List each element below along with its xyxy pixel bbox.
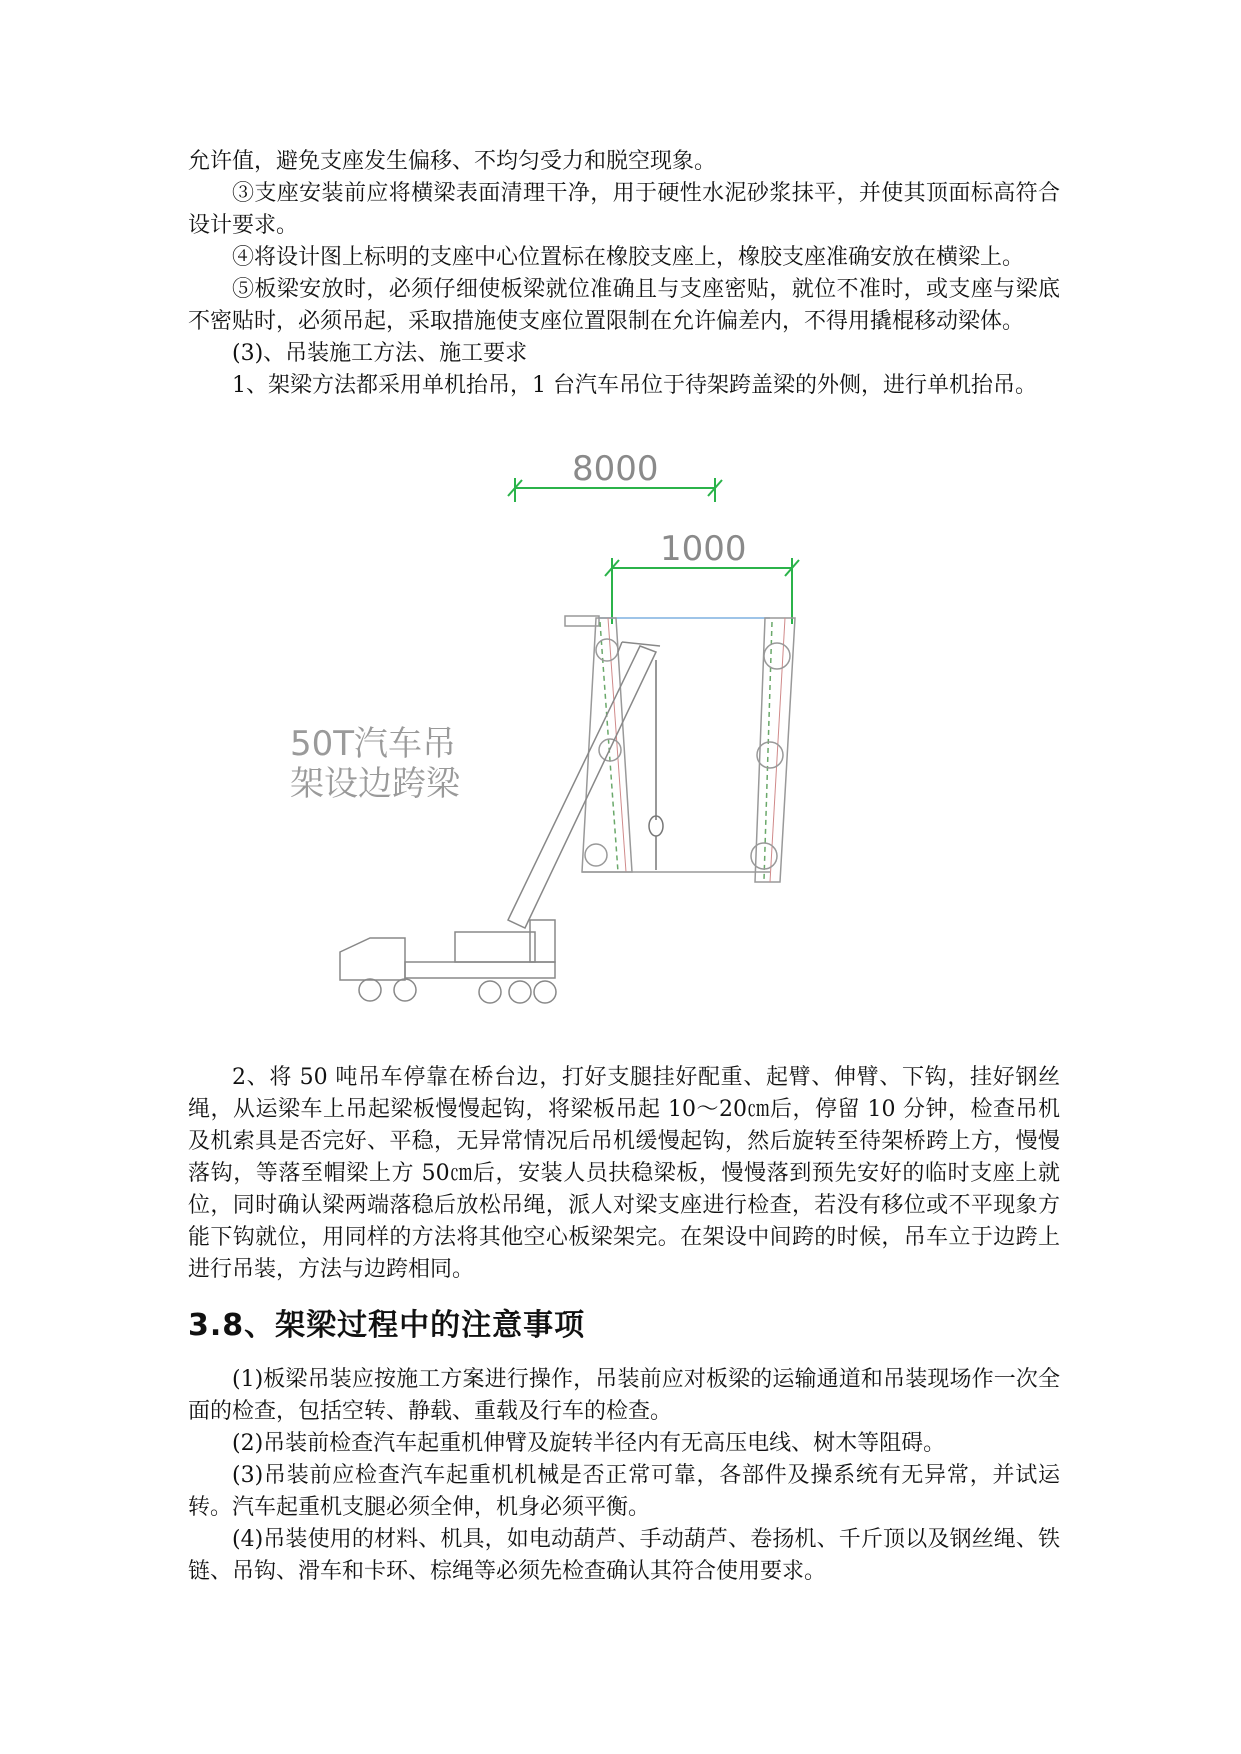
- paragraph-continuation: 允许值，避免支座发生偏移、不均匀受力和脱空现象。: [188, 149, 717, 174]
- crane-label-line2: 架设边跨梁: [290, 764, 460, 804]
- right-pier: [751, 618, 795, 882]
- hook-cable: [649, 660, 663, 870]
- crane-truck: [340, 920, 556, 1003]
- dimension-inner-label: 1000: [660, 529, 747, 569]
- left-pier: [582, 618, 770, 872]
- dimension-outer-label: 8000: [572, 449, 659, 489]
- precaution-item-4: (4)吊装使用的材料、机具，如电动葫芦、手动葫芦、卷扬机、千斤顶以及钢丝绳、铁链、吊钩、滑车和卡环、棕绳等必须先检查确认其符合使用要求。: [188, 1527, 1060, 1584]
- crane-boom: [508, 642, 660, 928]
- paragraph-item-4: ④将设计图上标明的支座中心位置标在橡胶支座上，橡胶支座准确安放在横梁上。: [232, 245, 1025, 270]
- paragraph-item-5: ⑤板梁安放时，必须仔细使板梁就位准确且与支座密贴，就位不准时，或支座与梁底不密贴时，必须吊起，采取措施使支座位置限制在允许偏差内，不得用撬棍移动梁体。: [188, 277, 1060, 334]
- precaution-item-2: (2)吊装前检查汽车起重机伸臂及旋转半径内有无高压电线、树木等阻碍。: [232, 1431, 946, 1456]
- diagram-svg: [290, 449, 920, 1030]
- paragraph-method-1: 1、架梁方法都采用单机抬吊，1 台汽车吊位于待架跨盖梁的外侧，进行单机抬吊。: [232, 373, 1037, 398]
- bottom-text-block: [188, 1364, 1060, 1588]
- crane-lifting-diagram: [290, 449, 920, 1030]
- crane-label-line1: 50T汽车吊: [290, 724, 457, 764]
- section-heading: 3.8、架梁过程中的注意事项: [188, 1308, 586, 1343]
- subsection-title: (3)、吊装施工方法、施工要求: [232, 341, 528, 366]
- mid-text-block: [188, 1062, 1060, 1286]
- paragraph-item-3: ③支座安装前应将横梁表面清理干净，用于硬性水泥砂浆抹平，并使其顶面标高符合设计要求。: [188, 181, 1060, 238]
- paragraph-method-2: 2、将 50 吨吊车停靠在桥台边，打好支腿挂好配重、起臂、伸臂、下钩，挂好钢丝绳，从运梁车上吊起梁板慢慢起钩，将梁板吊起 10～20㎝后，停留 10 分钟，检查吊机及机索具是否完好、平稳，无异常情况后吊机缓慢起钩，然后旋转至待架桥跨上方，慢慢落钩，等落至帽梁上方 50㎝后，安装人员扶稳梁板，慢慢落到预先安好的临时支座上就位，同时确认梁两端落稳后放松吊绳，派人对梁支座进行检查，若没有移位或不平现象方能下钩就位，用同样的方法将其他空心板梁架完。在架设中间跨的时候，吊车立于边跨上进行吊装，方法与边跨相同。: [188, 1065, 1060, 1282]
- precaution-item-3: (3)吊装前应检查汽车起重机机械是否正常可靠，各部件及操系统有无异常，并试运转。汽车起重机支腿必须全伸，机身必须平衡。: [188, 1463, 1060, 1520]
- top-text-block: [188, 146, 1060, 402]
- precaution-item-1: (1)板梁吊装应按施工方案进行操作，吊装前应对板梁的运输通道和吊装现场作一次全面的检查，包括空转、静载、重载及行车的检查。: [188, 1367, 1060, 1424]
